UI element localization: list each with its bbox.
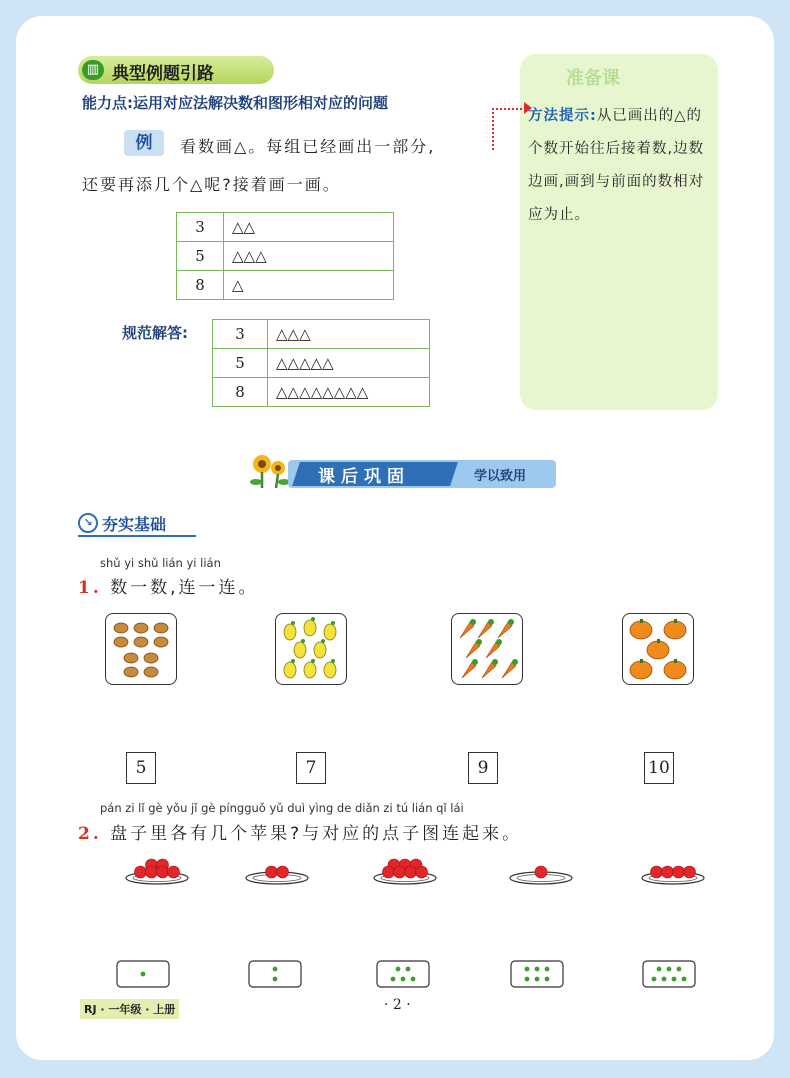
apple-icon xyxy=(168,866,180,878)
page-number: · 2 · xyxy=(384,997,411,1013)
apple-icon xyxy=(535,866,547,878)
row-shapes: △ xyxy=(224,271,394,300)
q2-number: 2. xyxy=(78,824,102,844)
after-class-subtitle: 学以致用 xyxy=(474,469,527,484)
section-title: 典型例题引路 xyxy=(112,64,214,84)
apple-icon xyxy=(651,866,663,878)
carrots-picture xyxy=(452,614,522,684)
apple-icon xyxy=(662,866,674,878)
dot-card[interactable] xyxy=(376,960,430,988)
arrow-circle-icon: ↘ xyxy=(78,513,98,533)
example-table xyxy=(176,212,394,300)
table-row xyxy=(213,378,430,407)
tip-body: 从已画出的△的个数开始往后接着数,边数边画,画到与前面的数相对应为止。 xyxy=(528,108,705,223)
tip-ghost-title: 准备课 xyxy=(566,68,620,89)
row-number: 3 xyxy=(177,213,224,242)
question-2 xyxy=(78,819,522,844)
dot xyxy=(273,977,278,982)
dot xyxy=(411,977,416,982)
apple-plate[interactable] xyxy=(124,854,190,886)
apple-icon xyxy=(673,866,685,878)
dot xyxy=(391,977,396,982)
q1-text: 数一数,连一连。 xyxy=(110,578,259,598)
number-box[interactable]: 7 xyxy=(296,752,326,784)
example-tag: 例 xyxy=(124,130,164,156)
book-icon: ▥ xyxy=(82,60,104,80)
q2-text: 盘子里各有几个苹果?与对应的点子图连起来。 xyxy=(110,824,523,844)
dot xyxy=(401,977,406,982)
dot xyxy=(273,967,278,972)
row-number: 8 xyxy=(177,271,224,300)
dot xyxy=(672,977,677,982)
question-1 xyxy=(78,573,259,598)
row-number: 5 xyxy=(213,349,268,378)
dot-card[interactable] xyxy=(116,960,170,988)
carrots-icon[interactable] xyxy=(451,613,523,685)
dot xyxy=(535,967,540,972)
table-row xyxy=(177,271,394,300)
dot xyxy=(677,967,682,972)
row-number: 3 xyxy=(213,320,268,349)
apple-icon xyxy=(157,866,169,878)
table-row xyxy=(177,242,394,271)
row-number: 5 xyxy=(177,242,224,271)
dot xyxy=(652,977,657,982)
footer-grade: RJ · 一年级 · 上册 xyxy=(80,999,179,1019)
q1-pinyin: shǔ yi shǔ lián yi lián xyxy=(100,556,221,570)
dot xyxy=(662,977,667,982)
apple-icon xyxy=(266,866,278,878)
row-shapes: △△△ xyxy=(224,242,394,271)
apple-icon xyxy=(383,866,395,878)
apple-icon xyxy=(146,866,158,878)
example-text-2: 还要再添几个△呢?接着画一画。 xyxy=(82,175,341,194)
dot xyxy=(525,967,530,972)
dot-card[interactable] xyxy=(642,960,696,988)
table-row xyxy=(177,213,394,242)
dot xyxy=(141,972,146,977)
apple-plate[interactable] xyxy=(508,854,574,886)
row-number: 8 xyxy=(213,378,268,407)
answer-table xyxy=(212,319,430,407)
connector-line xyxy=(492,108,526,150)
pears-picture xyxy=(276,614,346,684)
number-box[interactable]: 9 xyxy=(468,752,498,784)
apple-plate[interactable] xyxy=(372,854,438,886)
table-row xyxy=(213,320,430,349)
dot-card[interactable] xyxy=(248,960,302,988)
dot xyxy=(396,967,401,972)
apple-icon xyxy=(277,866,289,878)
pumpkins-picture xyxy=(623,614,693,684)
answer-label: 规范解答: xyxy=(122,324,188,342)
apple-plate[interactable] xyxy=(640,854,706,886)
apple-icon xyxy=(684,866,696,878)
apple-icon xyxy=(394,866,406,878)
example-text-1: 看数画△。每组已经画出一部分, xyxy=(180,137,436,156)
page xyxy=(16,16,774,1060)
row-shapes: △△ xyxy=(224,213,394,242)
row-shapes: △△△△△△△△ xyxy=(268,378,430,407)
q1-number: 1. xyxy=(78,578,102,598)
dot xyxy=(525,977,530,982)
apple-plate[interactable] xyxy=(244,854,310,886)
dot xyxy=(535,977,540,982)
after-class-title: 课后巩固 xyxy=(318,467,410,487)
dot-card[interactable] xyxy=(510,960,564,988)
apple-icon xyxy=(416,866,428,878)
tip-title: 方法提示: xyxy=(528,108,597,124)
pears-icon[interactable] xyxy=(275,613,347,685)
apple-icon xyxy=(135,866,147,878)
number-box[interactable]: 5 xyxy=(126,752,156,784)
potatoes-picture xyxy=(106,614,176,684)
dot xyxy=(545,967,550,972)
dot xyxy=(667,967,672,972)
row-shapes: △△△△△ xyxy=(268,349,430,378)
q2-pinyin: pán zi lǐ gè yǒu jǐ gè píngguǒ yǔ duì yìng de diǎn zi tú lián qǐ lái xyxy=(100,801,464,815)
dot xyxy=(657,967,662,972)
tip-text xyxy=(528,100,714,232)
foundation-title: 夯实基础 xyxy=(102,515,167,534)
number-box[interactable]: 10 xyxy=(644,752,674,784)
ability-point: 能力点:运用对应法解决数和图形相对应的问题 xyxy=(82,94,389,112)
dot xyxy=(545,977,550,982)
table-row xyxy=(213,349,430,378)
dot xyxy=(682,977,687,982)
pumpkins-icon[interactable] xyxy=(622,613,694,685)
dot xyxy=(406,967,411,972)
row-shapes: △△△ xyxy=(268,320,430,349)
foundation-underline xyxy=(78,535,196,537)
potatoes-icon[interactable] xyxy=(105,613,177,685)
apple-icon xyxy=(405,866,417,878)
